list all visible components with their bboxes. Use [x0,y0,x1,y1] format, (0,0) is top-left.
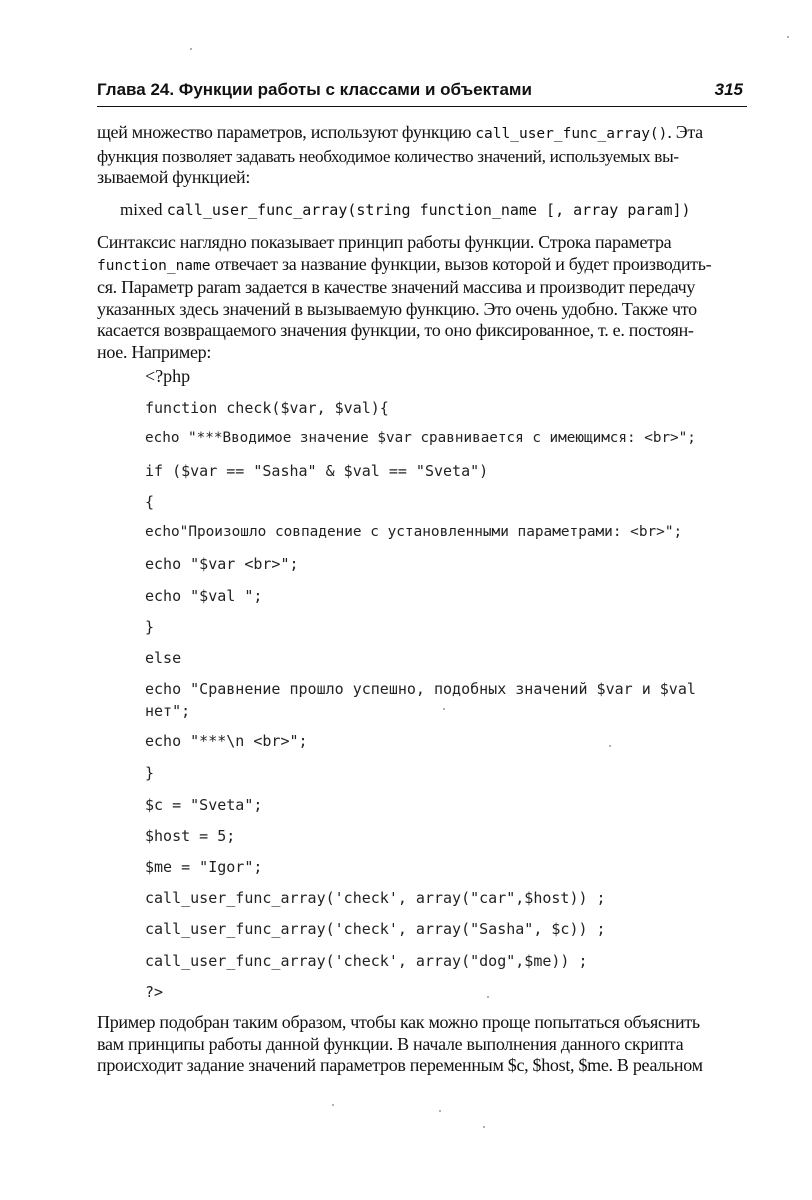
code-line: call_user_func_array('check', array("dog",$me)) ; [145,952,588,970]
code-line: } [145,618,155,636]
code-line: call_user_func_array('check', array("Sasha", $c)) ; [145,920,606,938]
scan-speck [787,36,789,38]
scan-speck [439,1110,441,1112]
code-line: echo"Произошло совпадение с установленными параметрами: <br>"; [145,524,683,540]
outro-paragraph [97,1012,752,1077]
code-line: $me = "Igor"; [145,858,263,876]
syntax-line: касается возвращаемого значения функции, то оно фиксированное, т. е. постоян- [97,320,694,340]
outro-line: происходит задание значений параметров переменным $c, $host, $me. В реальном [97,1055,703,1075]
intro-line: зываемой функцией: [97,167,251,187]
scan-speck [487,996,489,998]
code-line: { [145,493,155,511]
code-line: <?php [145,366,191,386]
code-line: echo "***\n <br>"; [145,732,308,750]
scan-speck [332,1104,334,1106]
code-line: else [145,649,182,667]
syntax-line: указанных здесь значений в вызываемую функцию. Это очень удобно. Также что [97,298,697,319]
code-line: echo "***Вводимое значение $var сравнивается с имеющимся: <br>"; [145,430,696,446]
intro-line: функция позволяет задавать необходимое количество значений, используемых вы- [97,146,679,166]
code-line: $host = 5; [145,827,236,845]
code-line: call_user_func_array('check', array("car",$host)) ; [145,889,606,907]
inline-code: function_name [97,257,211,274]
syntax-line: function_name отвечает за название функции, вызов которой и будет производить- [97,253,712,274]
outro-line: вам принципы работы данной функции. В начале выполнения данного скрипта [97,1033,684,1054]
syntax-line: ся. Параметр param задается в качестве значений массива и производит передачу [97,277,696,297]
scan-speck [443,708,445,710]
signature-code: call_user_func_array(string function_name [, array param]) [166,201,691,219]
code-line: нет"; [145,702,191,720]
code-line: echo "$val "; [145,587,263,605]
scan-speck [483,1126,485,1128]
function-signature [120,200,691,220]
signature-prefix: mixed [120,200,163,219]
outro-line: Пример подобран таким образом, чтобы как можно проще попытаться объяснить [97,1012,700,1032]
intro-line: щей множество параметров, используют функцию call_user_func_array(). Эта [97,122,703,142]
code-line: $c = "Sveta"; [145,796,263,814]
scan-speck [609,745,611,747]
scan-speck [190,48,192,50]
code-line: function check($var, $val){ [145,399,389,417]
inline-code: call_user_func_array() [475,126,668,142]
code-line: echo "Сравнение прошло успешно, подобных значений $var и $val [145,680,696,698]
syntax-line: ное. Например: [97,341,212,362]
code-line: if ($var == "Sasha" & $val == "Sveta") [145,462,489,480]
intro-paragraph [97,122,752,189]
code-line: ?> [145,983,164,1001]
code-line: echo "$var <br>"; [145,555,299,573]
code-line: } [145,764,155,782]
page-number: 315 [714,80,743,99]
syntax-line: Синтаксис наглядно показывает принцип работы функции. Строка параметра [97,232,672,252]
chapter-title: Глава 24. Функции работы с классами и объектами [97,80,532,99]
syntax-paragraph [97,232,752,363]
page-header [97,80,747,107]
